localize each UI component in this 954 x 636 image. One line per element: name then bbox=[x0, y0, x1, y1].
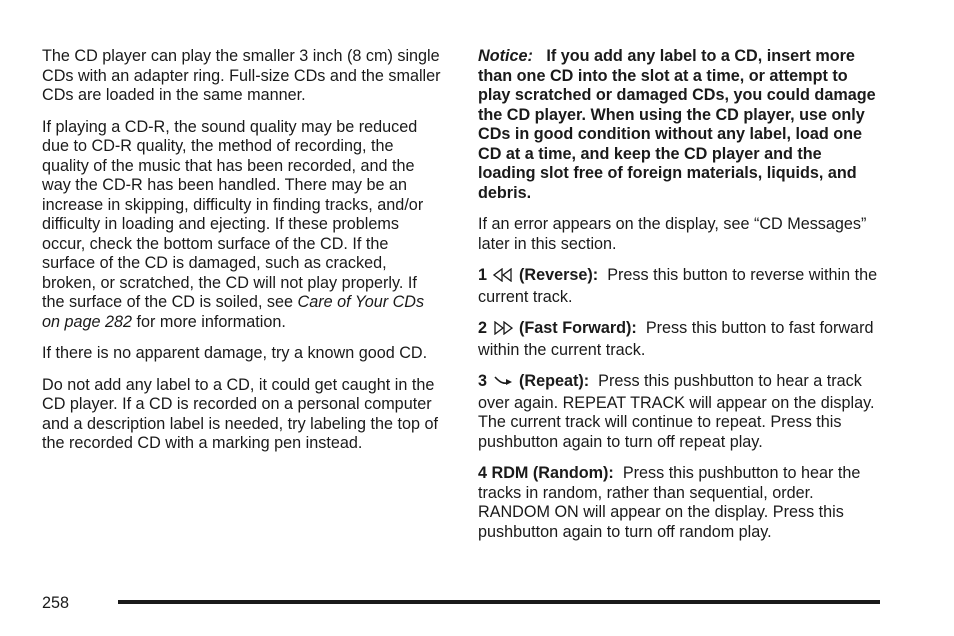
notice-label: Notice: bbox=[478, 47, 533, 65]
button-item-random bbox=[478, 464, 883, 542]
cd-r-quality-tail: for more information. bbox=[132, 312, 286, 331]
left-column bbox=[42, 47, 442, 466]
paragraph-cd-r-quality bbox=[42, 118, 442, 333]
right-column bbox=[478, 47, 883, 554]
button-description: Press this pushbutton to hear a track over again. REPEAT TRACK will appear on the display. The current track will continue to repeat. Press this pushbutton again to turn off repeat play. bbox=[478, 372, 875, 451]
cd-care-reference-link[interactable]: Care of Your CDs on page 282 bbox=[42, 293, 425, 331]
fast-forward-icon bbox=[493, 321, 513, 341]
footer-rule bbox=[118, 600, 880, 604]
cd-r-quality-text: If playing a CD-R, the sound quality may be reduced due to CD-R quality, the method of recording, the quality of the music that has been recorded, and the way the CD-R has been handled. There may be an increase in skipping, difficulty in finding tracks, and/or difficulty in loading and ejecting. If these problems occur, check the bottom surface of the CD. If the surface of the CD is damaged, such as cracked, broken, or scratched, the CD will not play properly. If the surface of the CD is soiled, see bbox=[42, 117, 424, 311]
button-label: (Repeat): bbox=[519, 372, 590, 390]
button-label: (Reverse): bbox=[519, 266, 599, 284]
button-number: 3 bbox=[478, 372, 488, 390]
button-description: Press this button to reverse within the current track. bbox=[478, 266, 878, 306]
button-item-repeat bbox=[478, 372, 883, 452]
button-item-fast-forward bbox=[478, 319, 883, 360]
reverse-icon bbox=[493, 268, 513, 288]
page-number: 258 bbox=[42, 594, 70, 612]
button-label: (Fast Forward): bbox=[519, 319, 637, 337]
paragraph-error-messages: If an error appears on the display, see “CD Messages” later in this section. bbox=[478, 215, 867, 253]
paragraph-try-good-cd: If there is no apparent damage, try a known good CD. bbox=[42, 344, 428, 362]
button-description: Press this pushbutton to hear the tracks in random, rather than sequential, order. RANDOM ON will appear on the display. Press this pushbutton again to turn off random play. bbox=[478, 464, 861, 541]
button-item-reverse bbox=[478, 266, 883, 307]
button-number: 4 bbox=[478, 464, 488, 482]
button-description: Press this button to fast forward within the current track. bbox=[478, 319, 874, 359]
paragraph-label-warning: Do not add any label to a CD, it could get caught in the CD player. If a CD is recorded on a personal computer and a description label is needed, try labeling the top of the recorded CD with a marking pen instead. bbox=[42, 375, 438, 452]
button-number: 1 bbox=[478, 266, 488, 284]
paragraph-adapter-ring: The CD player can play the smaller 3 inch (8 cm) single CDs with an adapter ring. Full-size CDs and the smaller CDs are loaded in the same manner. bbox=[42, 47, 441, 104]
notice-block bbox=[478, 47, 883, 203]
notice-text: If you add any label to a CD, insert more than one CD into the slot at a time, or attempt to play scratched or damaged CDs, you could damage the CD player. When using the CD player, use only CDs in good condition without any label, load one CD at a time, and keep the CD player and the loading slot free of foreign materials, liquids, and debris. bbox=[478, 47, 876, 202]
button-number: 2 bbox=[478, 319, 488, 337]
button-label: RDM (Random): bbox=[491, 464, 614, 482]
repeat-icon bbox=[493, 374, 513, 394]
